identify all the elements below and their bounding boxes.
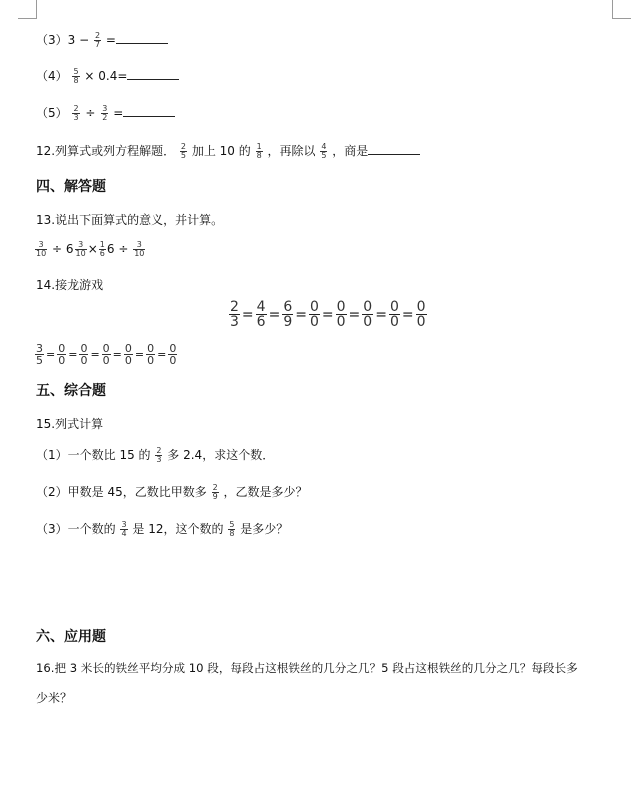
answer-blank[interactable] — [123, 106, 175, 117]
q15-part1: （1）一个数比 15 的 $\frac{2}{3}$ 多 2.4，求这个数． — [36, 446, 275, 464]
chain-fraction: $\frac{0}{0}$ — [169, 342, 177, 367]
chain-fraction: $\frac{0}{0}$ — [80, 342, 88, 367]
q12-line: 12.列算式或列方程解题． $\frac{2}{5}$ 加上 10 的 $\frac{1}{8}$ ，再除以 $\frac{4}{5}$ ，商是 — [36, 142, 420, 160]
q13-text: 13.说出下面算式的意义，并计算。 — [36, 213, 224, 227]
equals-sign: = — [241, 306, 254, 323]
chain-fraction: $\frac{0}{0}$ — [147, 342, 155, 367]
q16-line2: 少米？ — [36, 691, 73, 705]
equals-sign: = — [268, 306, 281, 323]
chain-fraction: $\frac{0}{0}$ — [363, 299, 373, 330]
equals-sign: = — [321, 306, 334, 323]
corner-mark-left — [18, 0, 37, 19]
q14-chain-large — [228, 300, 428, 329]
equals-sign: = — [112, 347, 122, 361]
equals-sign: = — [90, 347, 100, 361]
q11-part3: （3）3 − $\frac{2}{7}$ = — [36, 31, 168, 49]
equals-sign: = — [348, 306, 361, 323]
chain-fraction: $\frac{4}{6}$ — [256, 299, 266, 330]
chain-fraction: $\frac{0}{0}$ — [124, 342, 132, 367]
equals-sign: = — [295, 306, 307, 323]
corner-mark-right — [612, 0, 631, 19]
chain-fraction: $\frac{0}{0}$ — [389, 299, 399, 330]
chain-fraction: $\frac{0}{0}$ — [309, 299, 319, 330]
q15-part2: （2）甲数是 45，乙数比甲数多 $\frac{2}{9}$ ，乙数是多少？ — [36, 483, 308, 501]
q13-expression: $\frac{3}{10}$ ÷ 6 $\frac{3}{10}$ × $\frac{1}{6}$ 6 ÷ $\frac{3}{10}$ — [36, 240, 145, 258]
equals-sign: = — [134, 347, 145, 361]
chain-fraction: $\frac{0}{0}$ — [416, 299, 426, 330]
answer-blank[interactable] — [368, 144, 420, 155]
equals-sign: = — [401, 306, 414, 323]
chain-fraction: $\frac{6}{9}$ — [283, 299, 293, 330]
q16-line1: 16.把 3 米长的铁丝平均分成 10 段，每段占这根铁丝的几分之几？5 段占这根铁丝的几分之几？每段长多 — [36, 661, 578, 675]
chain-fraction: $\frac{3}{5}$ — [36, 342, 43, 367]
answer-blank[interactable] — [127, 69, 179, 80]
equals-sign: = — [68, 347, 78, 361]
q14-chain-small — [34, 343, 178, 366]
chain-fraction: $\frac{0}{0}$ — [102, 342, 110, 367]
q15-part3: （3）一个数的 $\frac{3}{4}$ 是 12，这个数的 $\frac{5}{8}$ 是多少？ — [36, 520, 289, 538]
q11-part5: （5） $\frac{2}{3}$ ÷ $\frac{3}{2}$ = — [36, 104, 175, 122]
q11-part4: （4） $\frac{5}{8}$ × 0.4= — [36, 67, 179, 85]
section-heading-5: 五、综合题 — [36, 383, 106, 399]
answer-blank[interactable] — [116, 33, 168, 44]
section-heading-6: 六、应用题 — [36, 629, 106, 645]
chain-fraction: $\frac{0}{0}$ — [336, 299, 346, 330]
chain-fraction: $\frac{0}{0}$ — [58, 342, 66, 367]
q15-text: 15.列式计算 — [36, 417, 104, 431]
equals-sign: = — [157, 347, 167, 361]
q14-text: 14.接龙游戏 — [36, 278, 104, 292]
equals-sign: = — [46, 347, 56, 361]
equals-sign: = — [375, 306, 387, 323]
chain-fraction: $\frac{2}{3}$ — [230, 299, 239, 330]
section-heading-4: 四、解答题 — [36, 179, 106, 195]
